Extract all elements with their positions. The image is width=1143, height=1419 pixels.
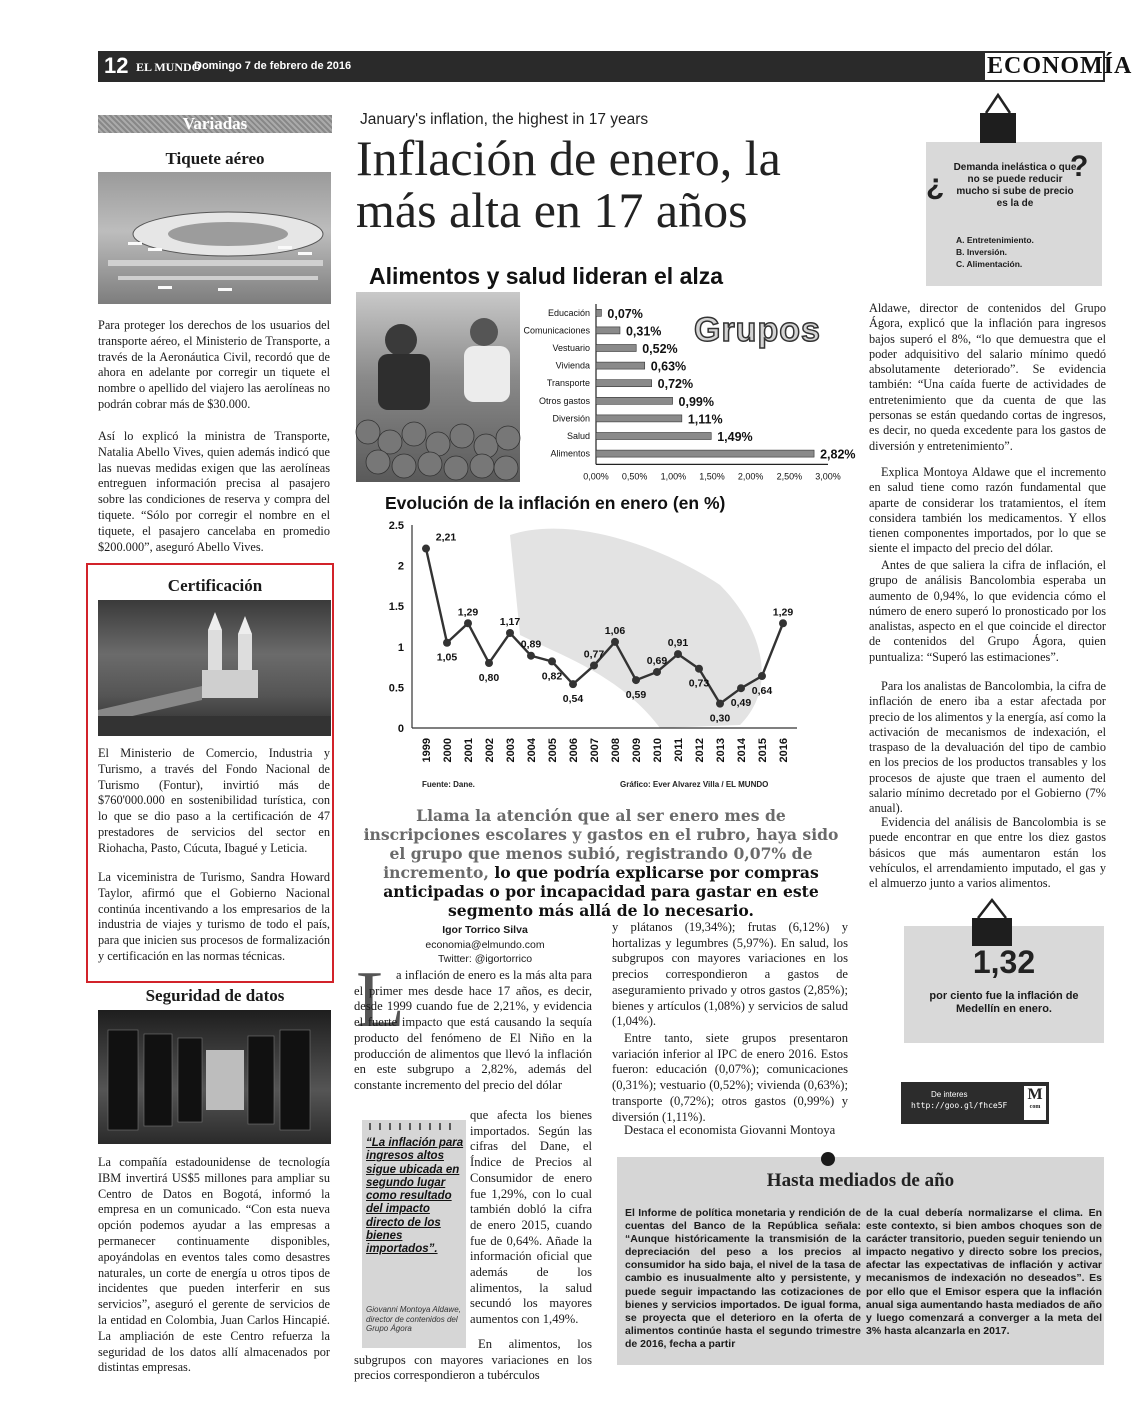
hasta-col2: de la cual debería normalizarse el clima. En este contexto, si bien ambos choques son de carácter transitorio, pueden seguir teniendo un impacto negativo y directo sobre los precios, afectar las expectativas de inflación y activar mecanismos de indexación no deseados”. Es por ello que el Emisor espera que la inflación anual siga aumentando hasta mediados de año y luego comenzará a converger a la meta del 3% hasta alcanzarla en 2017. — [866, 1207, 1102, 1337]
line-y-tick-label: 2.5 — [388, 520, 404, 532]
bar-category-label: Alimentos — [550, 448, 590, 459]
logo-letter: M — [1027, 1086, 1043, 1103]
seguridad-title: Seguridad de datos — [145, 986, 285, 1005]
article-col1-cont: que afecta los bienes importados. Según las cifras del Dane, el Índice de Precios al Consumidor de enero fue 1,29%, con lo cual también dobló la cifra de enero 2015, cuando fue de 0,64%. Añade la información oficial que además de los alimentos, la salud secundó los mayores aumentos con 1,49%. — [470, 1108, 592, 1327]
data-point — [653, 668, 661, 676]
bar-category-label: Transporte — [546, 378, 590, 389]
author-twitter[interactable]: Twitter: @igortorrico — [437, 953, 533, 965]
data-label: 0,64 — [751, 685, 773, 698]
airport-photo — [98, 172, 331, 304]
line-x-tick-label: 2012 — [694, 738, 706, 763]
bar-chart — [500, 300, 856, 485]
right-p2: Explica Montoya Aldawe que el incremento en salud tiene como razón fundamental que aparte de considerar los tratamientos, el ítem considera también los medicamentos. Y ellos tienen componentes importados, por lo que se siente el impacto del precio del dólar. — [869, 465, 1106, 556]
right-p5: Evidencia del análisis de Bancolombia is se puede encontrar en que entre los diez gastos básicos que más aumentaron están los vehículos, el arrendamiento imputado, el gas y el almuerzo junto a varios alimentos. — [869, 815, 1106, 891]
drop-cap: L — [356, 956, 405, 1044]
bar-category-label: Vestuario — [552, 343, 590, 353]
link-url[interactable]: http://goo.gl/fhce5F — [911, 1101, 1008, 1110]
article-col1-first: a inflación de enero es la más alta para el primer mes desde hace 17 años, es decir, desde 1999 cuando fue de 2,21%, y evidencia el fuerte impacto que está causando la sequía producto del fenómeno de El Niño en la producción de alimentos que llevó la inflación en este subgrupo a 2,82%, además del constante incremento del precio del dólar — [354, 968, 592, 1092]
data-label: 0,69 — [646, 654, 668, 667]
line-y-tick-label: 1 — [397, 641, 404, 654]
data-point — [716, 700, 724, 708]
bar-value-label: 2,82% — [820, 447, 856, 462]
bar-value-label: 0,63% — [650, 359, 687, 374]
question-mark-icon-left: ¿ — [926, 168, 945, 201]
data-label: 2,21 — [435, 531, 457, 544]
article-col2-p2: Entre tanto, siete grupos presentaron variación inferior al IPC de enero 2016. Estos fueron: educación (0,07%); comunicaciones (0,31%); vestuario (0,52%); vivienda (0,63%); transporte (0,72%); otros gastos (0,99%) y diversión (1,11%). — [612, 1031, 848, 1124]
bar-mark — [596, 380, 652, 387]
data-point — [485, 659, 493, 667]
bar-value-label: 0,72% — [657, 377, 694, 392]
line-chart-title: Evolución de la inflación en enero (en %) — [385, 493, 726, 513]
headline — [356, 132, 781, 236]
data-label: 0,73 — [688, 677, 710, 690]
bar-category-label: Diversión — [552, 413, 590, 424]
data-label: 1,06 — [604, 624, 626, 637]
data-label: 0,30 — [709, 712, 731, 725]
data-label: 0,54 — [562, 693, 584, 706]
subheadline: Alimentos y salud lideran el alza — [369, 263, 724, 289]
data-label: 1,17 — [499, 615, 521, 628]
line-x-tick-label: 2006 — [568, 738, 580, 763]
data-point — [758, 672, 766, 680]
seguridad-p1: La compañía estadounidense de tecnología IBM invertirá US$5 millones para ampliar su Centro de Datos en Bogotá, informó la empresa en un comunicado. “Con esta nueva opción podemos ayudar a las empresas a permanecer continuamente disponibles, apoyándolas en eventos tales como desastres naturales, un corte de energía u otros tipos de incidentes que pueden interferir en sus servicios”, aseguró el gerente de servicios de la entidad en Colombia, Juan Carlos Hincapié. La ampliación de este Centro refuerza la seguridad de los datos allí almacenados por distintas empresas. — [98, 1155, 330, 1375]
graphic-credit: Gráfico: Ever Alvarez Villa / EL MUNDO — [620, 780, 769, 789]
bar-mark — [596, 433, 711, 440]
line-x-tick-label: 2002 — [484, 738, 496, 763]
certificacion-title: Certificación — [167, 576, 263, 595]
logo-sub: com — [1029, 1104, 1041, 1110]
bar-mark — [596, 327, 620, 334]
data-label: 1,29 — [772, 606, 794, 619]
spiral-binding-icon — [366, 1121, 460, 1131]
data-label: 0,59 — [625, 689, 647, 702]
data-point — [569, 680, 577, 688]
bar-mark — [596, 345, 636, 352]
data-label: 0,91 — [667, 637, 689, 650]
bar-x-tick-label: 0,00% — [583, 471, 609, 482]
datacenter-photo — [98, 1010, 331, 1144]
author-email[interactable]: economia@elmundo.com — [425, 939, 545, 951]
line-x-tick-label: 2000 — [442, 738, 454, 763]
tiquete-title: Tiquete aéreo — [165, 149, 265, 168]
elmundo-logo — [1024, 1086, 1046, 1120]
bar-mark — [596, 450, 814, 457]
data-point — [590, 661, 598, 669]
data-point — [527, 652, 535, 660]
bar-value-label: 0,31% — [625, 324, 662, 339]
line-x-tick-label: 1999 — [421, 738, 433, 763]
line-x-tick-label: 2001 — [463, 738, 475, 763]
line-x-tick-label: 2016 — [778, 738, 790, 763]
issue-date: Domingo 7 de febrero de 2016 — [194, 60, 352, 72]
certificacion-p1: El Ministerio de Comercio, Industria y Turismo, a través del Fondo Nacional de Turismo (Fontur), invirtió más de $760'000.000 en sostenibilidad turística, con lo que se dio paso a la certificación de 47 prestadores de servicios del sector en Riohacha, Pasto, Cúcuta, Ibagué y Leticia. — [98, 746, 330, 855]
binder-clip-icon — [978, 93, 1018, 145]
link-label: De interes — [931, 1090, 968, 1099]
english-title: January's inflation, the highest in 17 years — [360, 111, 649, 128]
callout-gray-text: Llama la atención que al ser enero mes de inscripciones escolares y gastos en el rubro, haya sido el grupo que menos subió, registrando 0,07% de incremento, — [363, 806, 839, 882]
variadas-label: Variadas — [182, 114, 248, 133]
bar-category-label: Otros gastos — [538, 395, 590, 406]
line-x-tick-label: 2004 — [526, 738, 538, 763]
bar-value-label: 0,99% — [678, 394, 715, 409]
quiz-option-a: A. Entretenimiento. — [956, 235, 1034, 245]
line-chart — [360, 515, 835, 795]
section-label: ECONOMÍA — [987, 53, 1133, 79]
tiquete-p2: Así lo explicó la ministra de Transporte, Natalia Abello Vives, quien además indicó que las nuevas medidas exigen que las aerolíneas entreguen información precisa al pasajero sobre las condiciones de reserva y compra del tiquete. “Sólo por corregir el nombre en el tiquete, el pasajero cancelaba en promedio $200.000”, aseguró Abello Vives. — [98, 429, 330, 554]
data-point — [674, 650, 682, 658]
bar-category-label: Educación — [547, 307, 590, 318]
data-label: 0,49 — [730, 697, 752, 710]
stat-text: por ciento fue la inflación de Medellín en enero. — [929, 990, 1079, 1015]
data-label: 0,82 — [541, 670, 563, 683]
hasta-title: Hasta mediados de año — [766, 1170, 955, 1191]
quiz-question: Demanda inelástica o que no se puede reducir mucho si sube de precio es la de — [953, 162, 1077, 209]
line-x-tick-label: 2011 — [673, 738, 685, 762]
data-point — [506, 629, 514, 637]
bar-mark — [596, 309, 601, 316]
article-col2-p1: y plátanos (19,34%); frutas (6,12%) y hortalizas y legumbres (5,97%). En salud, los subgrupos con mayores variaciones en los precios correspondieron a gastos de aseguramiento privado y otros gastos (2,85%); bienes y artículos (1,08%) y servicios de salud (1,04%). — [612, 920, 848, 1029]
callout-dark-text: lo que podría explicarse por compras anticipadas o por incapacidad para gastar en este segmento más allá de lo necesario. — [383, 863, 819, 920]
line-y-tick-label: 2 — [397, 560, 404, 573]
data-label: 1,29 — [457, 606, 479, 619]
certificacion-p2: La viceministra de Turismo, Sandra Howard Taylor, afirmó que el Gobierno Nacional continúa incentivando a los empresarios de la industria de viajes y turismo de todo el país, para que inicien sus procesos de formalización y certificación en las normas técnicas. — [98, 870, 330, 963]
data-label: 1,05 — [436, 651, 458, 664]
quote-text: “La inflación para ingresos altos sigue ubicada en segundo lugar como resultado del impacto directo de los bienes importados”. — [366, 1137, 464, 1256]
data-point — [737, 684, 745, 692]
author-name: Igor Torrico Silva — [442, 924, 528, 936]
line-x-tick-label: 2009 — [631, 738, 643, 763]
newspaper-name: EL MUNDO — [136, 60, 202, 74]
question-mark-icon-right: ? — [1070, 150, 1089, 183]
data-point — [443, 639, 451, 647]
bar-x-tick-label: 3,00% — [815, 471, 841, 482]
data-label: 0,80 — [478, 672, 500, 685]
airport-illustration — [98, 172, 331, 304]
binder-clip-icon-2 — [970, 898, 1014, 948]
stat-value: 1,32 — [972, 944, 1036, 980]
article-col2-p3: Destaca el economista Giovanni Montoya — [624, 1123, 836, 1137]
bar-value-label: 0,07% — [607, 306, 643, 321]
server-racks-illustration — [98, 1010, 331, 1144]
bar-category-label: Salud — [566, 431, 590, 441]
data-point — [548, 657, 556, 665]
line-x-tick-label: 2013 — [715, 738, 727, 763]
source-credit: Fuente: Dane. — [422, 780, 475, 789]
line-x-tick-label: 2010 — [652, 738, 664, 763]
quiz-option-c: C. Alimentación. — [956, 259, 1023, 269]
right-p1: Aldawe, director de contenidos del Grupo Ágora, explicó que la inflación para ingresos bajos superó el 8%, “lo que demuestra que el poder adquisitivo del salario mínimo quedó absolutamente deteriorado”. Se evidencia también: “Una caída fuerte de actividades de entretenimiento que da cuenta de que las personas se están quedando cortas de ingresos, es decir, no queda excedente para los gastos de diversión y entretenimiento”. — [869, 301, 1106, 453]
line-y-tick-label: 1.5 — [388, 601, 404, 614]
data-point — [632, 676, 640, 684]
bar-mark — [596, 362, 645, 369]
right-p4: Para los analistas de Bancolombia, la cifra de inflación de enero iba a estar afectada por precio de los alimentos y la energía, así como la activación de mecanismos de indexación, el traspaso de la devaluación del tipo de cambio en los precios de los productos transables y los procesos de ajuste que traen el aumento del salario mínimo decretado por el Gobierno (7% anual). — [869, 679, 1106, 816]
line-y-tick-label: 0.5 — [388, 682, 404, 695]
pushpin-icon — [820, 1151, 836, 1167]
pull-callout — [362, 806, 840, 920]
hasta-col1: El Informe de política monetaria y rendición de cuentas del Banco de la República señala: “Aunque históricamente la transmisión de la depreciación del peso a los precios al consumidor ha sido baja, el nivel de la tasa de cambio es inusualmente alto y persistente, y puede seguir impactando las cotizaciones de bienes y servicios importados. De igual forma, se proyecta que el deterioro en la oferta de alimentos continúe hasta el segundo trimestre de 2016, fecha a partir — [625, 1207, 861, 1350]
bar-x-tick-label: 0,50% — [621, 471, 648, 482]
bar-value-label: 1,49% — [717, 430, 753, 444]
tiquete-p1: Para proteger los derechos de los usuarios del transporte aéreo, el Ministerio de Transporte, a través de la Aeronáutica Civil, recordó que de ahora en adelante por corregir un tiquete el nombre o apellido del viajero las aerolíneas no podrán cobrar más de $30.000. — [98, 318, 330, 411]
line-x-tick-label: 2005 — [547, 738, 559, 763]
bar-mark — [596, 415, 682, 422]
data-point — [464, 619, 472, 627]
bar-x-tick-label: 2,00% — [737, 471, 764, 482]
grupos-word: Grupos — [694, 311, 821, 349]
bar-value-label: 1,11% — [687, 412, 723, 427]
page-number: 12 — [104, 53, 129, 78]
bar-category-label: Comunicaciones — [523, 325, 590, 336]
church-photo — [98, 600, 331, 736]
line-y-tick-label: 0 — [397, 723, 404, 735]
headline-line-1: Inflación de enero, la — [356, 130, 781, 186]
data-label: 0,89 — [520, 638, 542, 651]
data-point — [779, 619, 787, 627]
bar-x-tick-label: 2,50% — [776, 471, 803, 482]
quote-author: Giovanni Montoya Aldawe, director de contenidos del Grupo Ágora — [366, 1305, 461, 1333]
data-point — [611, 638, 619, 646]
bar-x-tick-label: 1,50% — [699, 471, 725, 482]
right-p3: Antes de que saliera la cifra de inflación, el grupo de análisis Bancolombia esperaba un aumento de 0,94%, lo que evidencia cómo el número de enero superó lo pronosticado por los analistas, aspecto en el que coincide el director de contenidos del Grupo Ágora, quien puntualiza: “Superó las estimaciones”. — [869, 558, 1106, 664]
headline-line-2: más alta en 17 años — [356, 182, 748, 238]
bar-value-label: 0,52% — [642, 342, 678, 356]
data-label: 0,77 — [583, 648, 605, 661]
line-x-tick-label: 2007 — [589, 738, 601, 763]
church-illustration — [98, 600, 331, 736]
line-x-tick-label: 2014 — [736, 738, 748, 763]
article-col1-end: En alimentos, los subgrupos con mayores variaciones en los precios correspondieron a tubérculos — [354, 1337, 592, 1383]
data-point — [695, 665, 703, 673]
line-x-tick-label: 2015 — [757, 738, 769, 763]
quiz-option-b: B. Inversión. — [956, 247, 1008, 257]
market-photo — [356, 292, 520, 482]
line-x-tick-label: 2008 — [610, 738, 622, 763]
data-point — [422, 545, 430, 553]
market-illustration — [356, 292, 520, 482]
line-x-tick-label: 2003 — [505, 738, 517, 763]
bar-x-tick-label: 1,00% — [660, 471, 687, 482]
bar-mark — [596, 397, 673, 404]
bar-category-label: Vivienda — [555, 360, 590, 371]
